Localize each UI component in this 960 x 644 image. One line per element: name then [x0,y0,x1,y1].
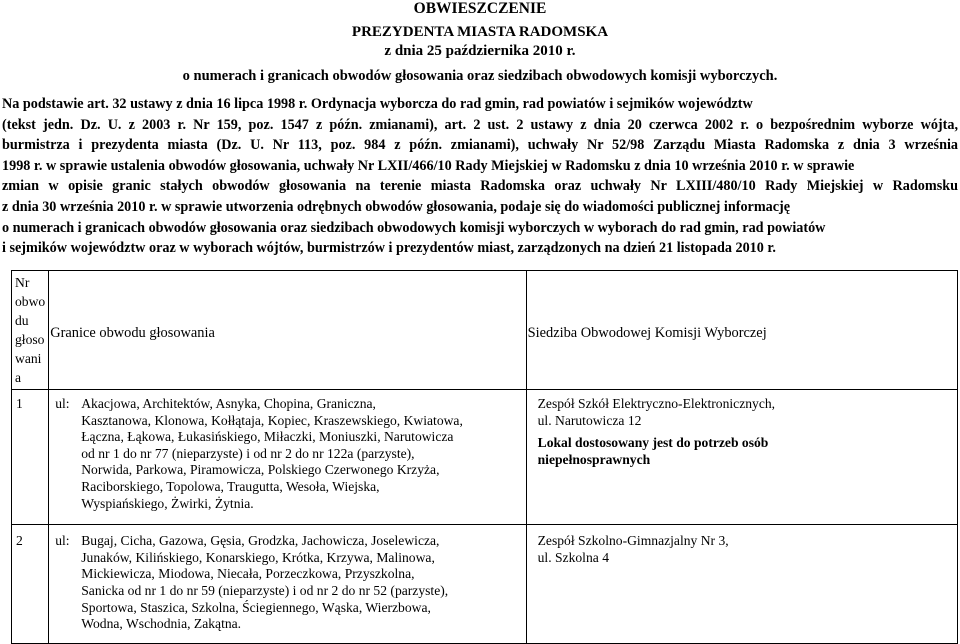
preamble-line: (tekst jedn. Dz. U. z 2003 r. Nr 159, poz. 1547 z późn. zmianami), art. 2 ust. 2 ustawy z dnia 20 czerwca 2002 r. o bezpośrednim wyborze wójta, [2,116,958,133]
district-number: 1 [12,390,49,525]
preamble-line: Na podstawie art. 32 ustawy z dnia 16 lipca 1998 r. Ordynacja wyborcza do rad gmin, rad powiatów i sejmików województw [2,96,753,112]
header-nr-line: Nr [15,275,30,290]
boundary-line: Bugaj, Cicha, Gazowa, Gęsia, Grodzka, Jachowicza, Joselewicza, [81,533,440,549]
boundary-line: Norwida, Parkowa, Piramowicza, Polskiego Czerwonego Krzyża, [81,462,440,478]
note-line: Lokal dostosowany jest do potrzeb osób [537,435,769,451]
preamble-line: 1998 r. w sprawie ustalenia obwodów głosowania, uchwały Nr LXII/466/10 Rady Miejskiej w Radomsku z dnia 10 września 2010 r. w sprawie [2,157,855,174]
boundary-line: od nr 1 do nr 77 (nieparzyste) i od nr 2 do nr 122a (parzyste), [81,445,415,461]
street-prefix: ul: [55,533,70,549]
commission-seat [526,390,957,525]
legal-preamble [2,94,958,259]
seat-line: ul. Narutowicza 12 [537,412,642,428]
boundary-line: Kasztanowa, Klonowa, Kołłątaja, Kopiec, Kraszewskiego, Kwiatowa, [81,412,463,428]
subject-line: o numerach i granicach obwodów głosowania oraz siedzibach obwodowych komisji wyborczych. [182,68,778,84]
boundary-line: Łączna, Łąkowa, Łukasińskiego, Miłaczki, Moniuszki, Narutowicza [81,429,454,445]
table-row [12,525,958,644]
header-nr-line: obwo [15,294,46,309]
boundary-line: Sanicka od nr 1 do nr 59 (nieparzyste) i od nr 2 do nr 52 (parzyste), [81,582,449,598]
seat-line: Zespół Szkolno-Gimnazjalny Nr 3, [537,533,729,549]
district-number: 2 [12,525,49,644]
preamble-line: burmistrza i prezydenta miasta (Dz. U. Nr 113, poz. 984 z późn. zmianami), uchwały Nr 52/98 Zarządu Miasta Radomska z dnia 3 września [2,137,958,154]
header-district-number [12,271,49,390]
boundary-line: Akacjowa, Architektów, Asnyka, Chopina, Graniczna, [81,396,376,411]
boundary-line: Raciborskiego, Topolowa, Traugutta, Wesoła, Wiejska, [81,478,380,494]
header-commission-seat: Siedziba Obwodowej Komisji Wyborczej [526,271,957,390]
voting-districts-table [11,270,958,644]
note-line: niepełnosprawnych [537,451,651,467]
seat-line: ul. Szkolna 4 [537,549,609,565]
district-boundaries [49,525,526,644]
boundary-line: Wyspiańskiego, Żwirki, Żytnia. [81,495,254,511]
boundary-line: Mickiewicza, Miodowa, Niecała, Porzeczkowa, Przyszkolna, [81,566,415,582]
preamble-line: zmian w opisie granic stałych obwodów głosowania na terenie miasta Radomska oraz uchwały Nr LXIII/480/10 Rady Miejskiej w Radomsku [2,178,958,195]
boundary-line: Sportowa, Staszica, Szkolna, Ściegiennego, Wąska, Wierzbowa, [81,599,431,615]
header-nr-line: a [15,370,22,385]
preamble-line: i sejmików województw oraz w wyborach wójtów, burmistrzów i prezydentów miast, zarządzonych na dzień 21 listopada 2010 r. [2,240,776,257]
preamble-line: z dnia 30 września 2010 r. w sprawie utworzenia odrębnych obwodów głosowania, podaje się do wiadomości publicznej informację [2,198,791,215]
boundary-line: Junaków, Kilińskiego, Konarskiego, Krótka, Krzywa, Malinowa, [81,549,435,565]
street-prefix: ul: [55,396,70,411]
issuer-line: PREZYDENTA MIASTA RADOMSKA [351,24,609,40]
document-title: OBWIESZCZENIE [413,0,547,17]
boundary-line: Wodna, Wschodnia, Zakątna. [81,616,242,632]
table-header-row [12,271,958,390]
commission-seat [526,525,957,644]
header-nr-line: wani [15,351,42,366]
table-row [12,390,958,525]
preamble-line: o numerach i granicach obwodów głosowania oraz siedzibach obwodowych komisji wyborczych w wyborach do rad gmin, rad powiatów [2,219,826,236]
accessibility-note [538,435,953,468]
district-boundaries [49,390,526,525]
header-district-boundaries: Granice obwodu głosowania [49,271,526,390]
header-nr-line: głoso [15,332,45,347]
date-line: z dnia 25 października 2010 r. [384,43,576,59]
seat-line: Zespół Szkół Elektryczno-Elektronicznych, [537,396,776,411]
header-nr-line: du [15,313,29,328]
